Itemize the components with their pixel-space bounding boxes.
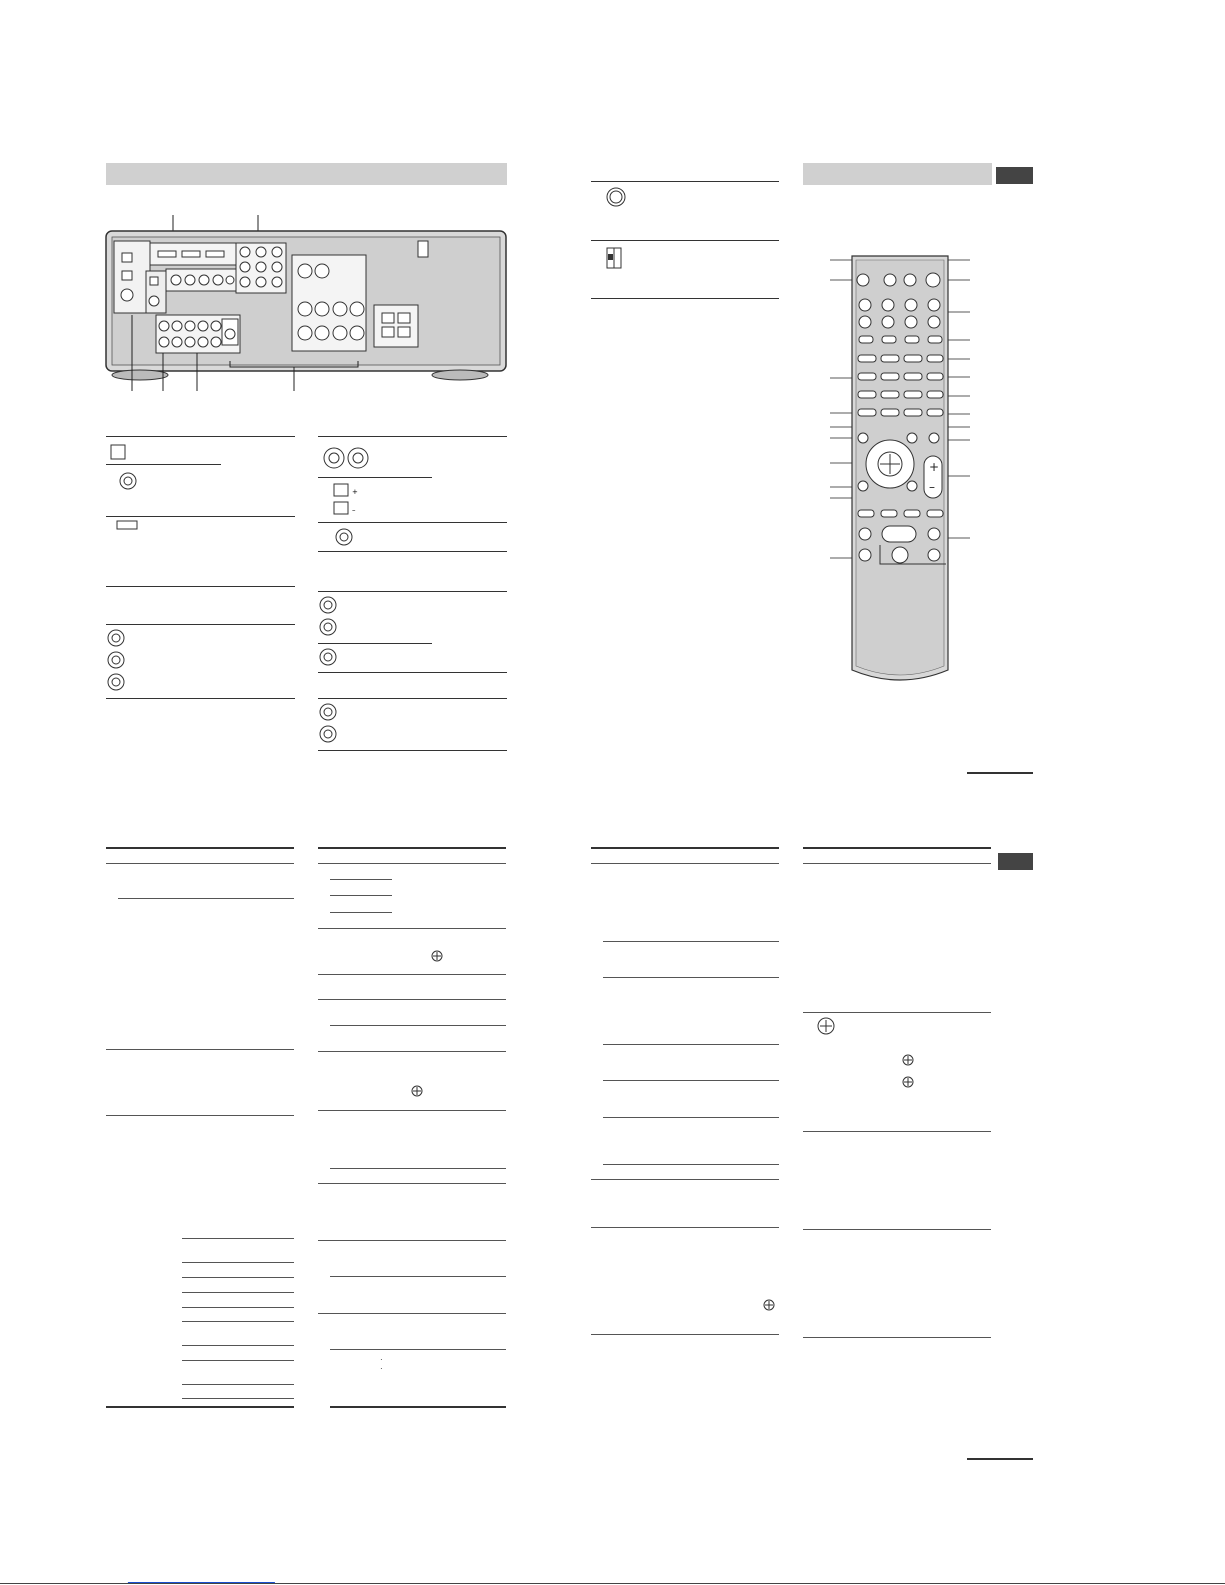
set-menu-icon [816, 1016, 836, 1036]
svg-text:+: + [352, 488, 358, 496]
section-tab [998, 853, 1033, 870]
rear-panel-illustration [100, 205, 510, 400]
set-menu-icon [902, 1076, 914, 1088]
svg-text:+: + [929, 460, 940, 474]
antenna-jack-icon [334, 527, 354, 547]
rca-jack-icon [106, 628, 126, 694]
page-bottom-line [0, 1583, 1225, 1584]
set-menu-icon [605, 246, 627, 272]
rca-jack-icon [318, 702, 338, 746]
svg-text:–: – [352, 506, 356, 514]
set-menu-icon [411, 1085, 423, 1097]
svg-text:–: – [929, 480, 935, 494]
set-menu-icon [763, 1299, 775, 1311]
remote-control-icon [830, 250, 970, 695]
set-menu-icon [902, 1054, 914, 1066]
footer-link[interactable]: ________________________ [128, 1572, 275, 1584]
set-menu-icon [431, 950, 443, 962]
optical-jack-icon [110, 444, 128, 462]
coaxial-jack-icon [605, 186, 627, 208]
spring-terminal-icon [332, 482, 358, 520]
speaker-terminal-icon [322, 440, 372, 474]
rca-jack-icon [318, 595, 338, 639]
coaxial-jack-icon [118, 471, 138, 491]
section-tab [996, 167, 1033, 184]
rear-panel-section-header [106, 163, 507, 185]
component-jack-icon [116, 520, 140, 532]
rca-jack-icon [318, 647, 338, 667]
